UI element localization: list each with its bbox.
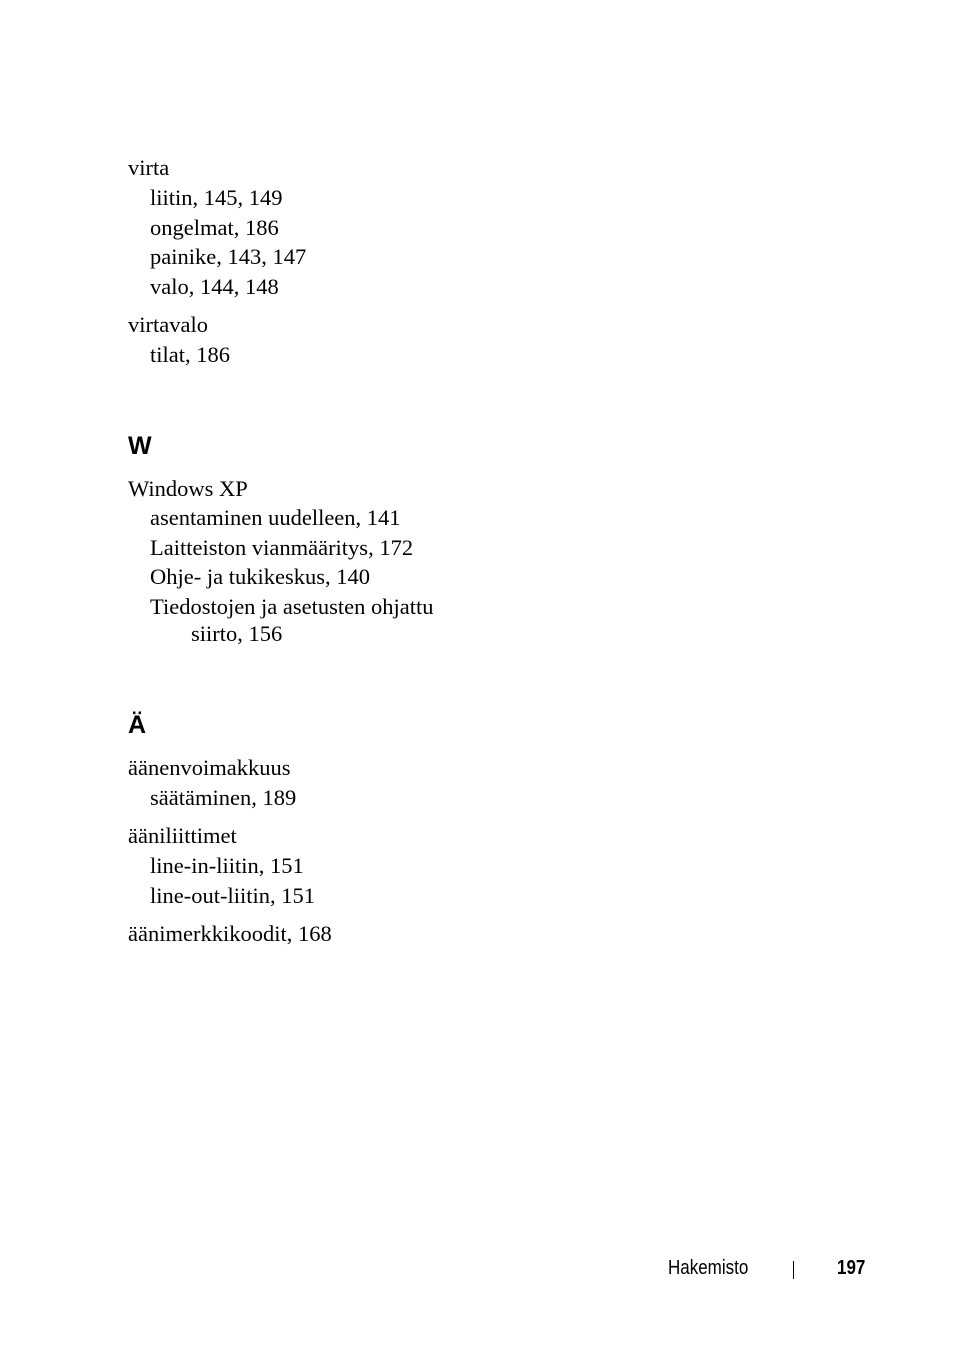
- index-term: Windows XP: [128, 476, 248, 501]
- footer-separator: [793, 1261, 794, 1279]
- index-subterm: valo, 144, 148: [150, 274, 279, 299]
- index-term: virta: [128, 155, 170, 180]
- index-subterm: painike, 143, 147: [150, 244, 307, 269]
- index-term: ääniliittimet: [128, 823, 237, 848]
- index-subterm: line-in-liitin, 151: [150, 853, 304, 878]
- page-number: 197: [837, 1257, 866, 1279]
- index-subterm: Tiedostojen ja asetusten ohjattu: [150, 594, 434, 619]
- section-heading: Ä: [128, 711, 147, 739]
- index-subterm: säätäminen, 189: [150, 785, 297, 810]
- index-term: äänimerkkikoodit, 168: [128, 921, 332, 946]
- index-subterm: Laitteiston vianmääritys, 172: [150, 535, 414, 560]
- index-subterm: liitin, 145, 149: [150, 185, 283, 210]
- index-subterm: line-out-liitin, 151: [150, 883, 315, 908]
- index-term: äänenvoimakkuus: [128, 755, 291, 780]
- footer-section-title: Hakemisto: [668, 1257, 749, 1279]
- index-term: virtavalo: [128, 312, 208, 337]
- index-subterm: Ohje- ja tukikeskus, 140: [150, 564, 370, 589]
- index-subterm: tilat, 186: [150, 342, 230, 367]
- section-heading: W: [128, 432, 152, 460]
- index-subterm-continued: siirto, 156: [191, 621, 283, 646]
- index-subterm: ongelmat, 186: [150, 215, 279, 240]
- index-subterm: asentaminen uudelleen, 141: [150, 505, 401, 530]
